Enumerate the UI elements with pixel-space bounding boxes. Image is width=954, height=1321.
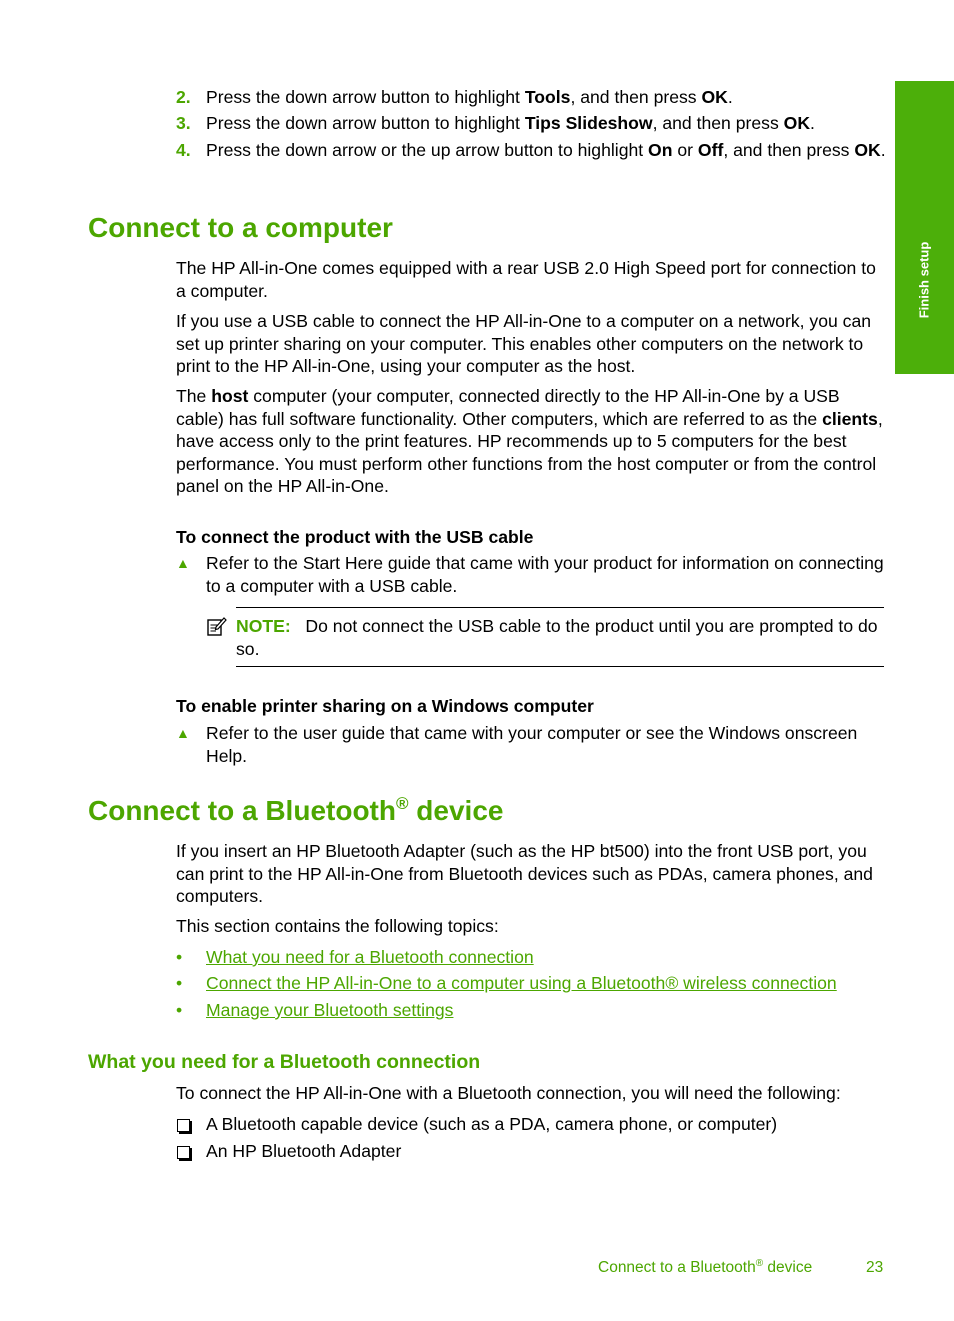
note-text: Do not connect the USB cable to the product until you are prompted to do so. [236,616,878,659]
topic-list-item [176,946,886,969]
step-number: 4. [176,140,191,160]
paragraph: To connect the HP All-in-One with a Bluetooth connection, you will need the following: [176,1083,841,1103]
procedure-step [176,552,886,597]
step-number: 3. [176,113,191,133]
paragraph-text: The [176,386,212,406]
note-content [236,608,884,660]
step-item [176,86,886,109]
registered-mark: ® [755,1257,764,1269]
footer-text: Connect to a Bluetooth [598,1259,756,1276]
note-icon [206,615,228,643]
topic-link-manage-settings[interactable]: Manage your Bluetooth settings [206,1000,454,1020]
topic-link-connect-bluetooth[interactable]: Connect the HP All-in-One to a computer using a Bluetooth® wireless connection [206,973,837,993]
step-text: , and then press [723,140,855,160]
bullet: • [176,1000,183,1020]
bullet: • [176,947,183,967]
step-item [176,139,886,162]
side-tab [895,81,954,374]
step-item [176,112,886,135]
step-bold: OK [854,140,881,160]
step-bold: Off [697,140,724,160]
step-text: Press the down arrow button to highlight [206,113,525,133]
procedure-title: To enable printer sharing on a Windows computer [176,696,594,716]
paragraph: This section contains the following topics: [176,916,499,936]
checklist-item [176,1113,886,1136]
step-bold: Tips Slideshow [524,113,653,133]
checkbox-icon [177,1146,190,1159]
subsection-heading: What you need for a Bluetooth connection [88,1051,481,1073]
step-text: Press the down arrow button to highlight [206,87,525,107]
footer-title [598,1257,812,1280]
step-bold: Tools [524,87,571,107]
step-text: , and then press [570,87,702,107]
step-number: 2. [176,87,191,107]
note-label: NOTE: [236,616,291,636]
section-heading-connect-computer: Connect to a computer [88,212,393,243]
step-bold: OK [783,113,811,133]
procedure-step [176,722,886,767]
step-text: . [810,113,815,133]
checklist-text: A Bluetooth capable device (such as a PDA, camera phone, or computer) [206,1114,778,1134]
paragraph-text: computer (your computer, connected directly to the HP All-in-One by a USB cable) has full software functionality. Other computers, which are referred to as the [176,386,840,429]
heading-text: device [408,795,504,826]
paragraph: The HP All-in-One comes equipped with a rear USB 2.0 High Speed port for connection to a computer. [176,258,876,301]
step-text: , and then press [652,113,784,133]
procedure-title: To connect the product with the USB cable [176,527,534,547]
step-text: . [727,87,733,107]
footer-text: device [763,1259,813,1276]
step-text: . [880,140,886,160]
topic-link-what-you-need[interactable]: What you need for a Bluetooth connection [206,947,534,967]
step-text: Press the down arrow or the up arrow button to highlight [206,140,649,160]
step-bold: OK [701,87,728,107]
checklist-text: An HP Bluetooth Adapter [206,1141,402,1161]
triangle-icon: ▲ [176,555,190,571]
page-number: 23 [866,1259,884,1276]
paragraph: If you insert an HP Bluetooth Adapter (such as the HP bt500) into the front USB port, you can print to the HP All-in-One from Bluetooth devices such as PDAs, camera phones, and computers. [176,841,873,906]
procedure-step-text: Refer to the Start Here guide that came with your product for information on connecting to a computer with a USB cable. [206,553,884,596]
term-clients: clients [822,408,878,429]
side-tab-label: Finish setup [916,241,932,319]
paragraph [176,385,886,498]
paragraph-text: , have access only to the print features. HP recommends up to 5 computers for the best performance. You must perform other functions from the host computer or from the control panel on the HP All-in-One. [176,408,883,496]
note-box [236,607,884,667]
paragraph: If you use a USB cable to connect the HP All-in-One to a computer on a network, you can set up printer sharing on your computer. This enables other computers on the network to print to the HP All-in-One, using your computer as the host. [176,311,872,376]
bullet: • [176,973,183,993]
step-bold: On [648,140,673,160]
term-host: host [211,386,249,406]
topic-list-item [176,972,886,995]
heading-text: Connect to a Bluetooth [88,795,396,826]
checkbox-icon [177,1119,190,1132]
topic-list-item [176,999,886,1022]
checklist-item [176,1140,886,1163]
procedure-step-text: Refer to the user guide that came with your computer or see the Windows onscreen Help. [206,723,858,766]
triangle-icon: ▲ [176,725,190,741]
registered-mark: ® [395,794,409,813]
step-text: or [672,140,698,160]
section-heading-connect-bluetooth [88,794,503,828]
